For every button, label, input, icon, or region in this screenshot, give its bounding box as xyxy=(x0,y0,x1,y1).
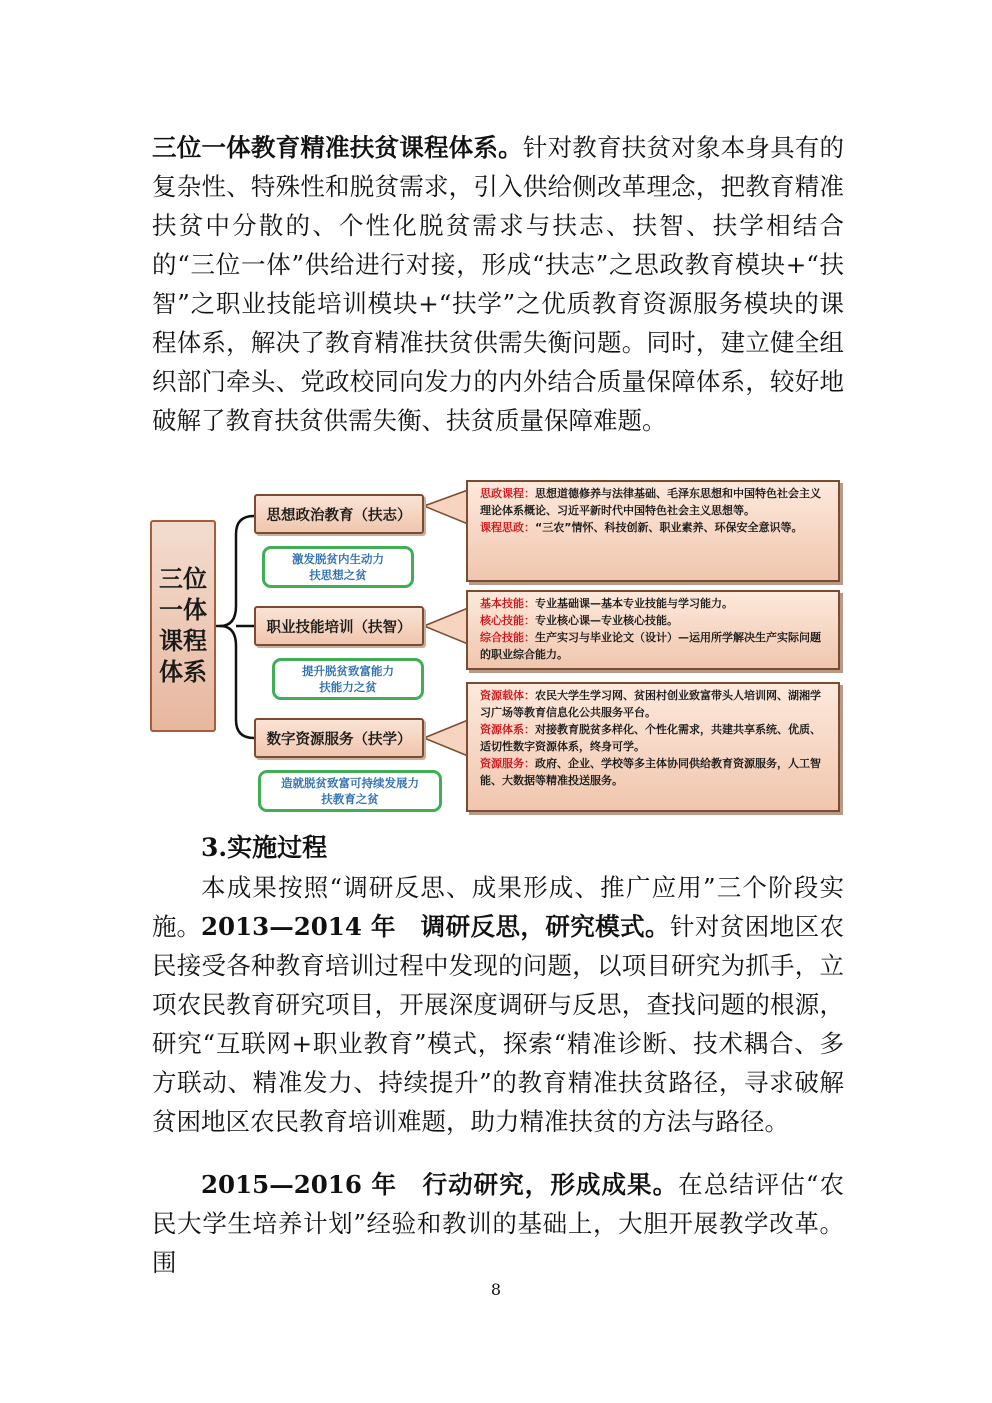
detail-line xyxy=(480,612,830,629)
goal-line: 造就脱贫致富可持续发展力 xyxy=(281,776,419,790)
paragraph-body: 针对教育扶贫对象本身具有的复杂性、特殊性和脱贫需求，引入供给侧改革理念，把教育精准扶贫中分散的、个性化脱贫需求与扶志、扶智、扶学相结合的“三位一体”供给进行对接，形成“扶志”之思政教育模块+“扶智”之职业技能培训模块+“扶学”之优质教育资源服务模块的课程体系，解决了教育精准扶贫供需失衡问题。同时，建立健全组织部门牵头、党政校同向发力的内外结合质量保障体系，较好地破解了教育扶贫供需失衡、扶贫质量保障难题。 xyxy=(152,133,845,435)
stage-lead: 2013—2014 年 调研反思，研究模式。 xyxy=(201,912,670,941)
detail-label: 综合技能： xyxy=(480,631,535,644)
detail-label: 资源载体： xyxy=(480,689,535,702)
detail-text: 农民大学生学习网、贫困村创业致富带头人培训网、湖湘学习广场等教育信息化公共服务平台。 xyxy=(480,689,821,719)
detail-label: 资源服务： xyxy=(480,757,535,770)
root-box: 三位一体课程体系 xyxy=(150,520,216,732)
detail-text: 专业基础课—基本专业技能与学习能力。 xyxy=(535,597,733,610)
paragraph-course-system xyxy=(152,128,844,440)
detail-line xyxy=(480,519,830,536)
module-box-politics: 思想政治教育（扶志） xyxy=(254,494,424,534)
goal-box-resources xyxy=(258,770,442,812)
page-number: 8 xyxy=(490,1280,502,1299)
detail-text: 生产实习与毕业论文（设计）—运用所学解决生产实际问题的职业综合能力。 xyxy=(480,631,821,661)
detail-line xyxy=(480,629,830,663)
detail-line xyxy=(480,687,830,721)
detail-text: 专业核心课—专业核心技能。 xyxy=(535,614,678,627)
stage-body: 针对贫困地区农民接受各种教育培训过程中发现的问题，以项目研究为抓手，立项农民教育研究项目，开展深度调研与反思，查找问题的根源，研究“互联网+职业教育”模式，探索“精准诊断、技术耦合、多方联动、精准发力、持续提升”的教育精准扶贫路径，寻求破解贫困地区农民教育培训难题，助力精准扶贫的方法与路径。 xyxy=(152,912,845,1136)
detail-text: 思想道德修养与法律基础、毛泽东思想和中国特色社会主义理论体系概论、习近平新时代中国特色社会主义思想等。 xyxy=(480,487,821,517)
section-heading: 3.实施过程 xyxy=(201,833,328,862)
detail-box-politics xyxy=(466,480,840,582)
goal-line: 扶教育之贫 xyxy=(321,792,379,806)
goal-line: 扶能力之贫 xyxy=(319,680,377,694)
paragraph-lead: 三位一体教育精准扶贫课程体系。 xyxy=(152,133,523,162)
goal-box-skills xyxy=(272,658,424,700)
goal-line: 提升脱贫致富能力 xyxy=(302,664,394,678)
detail-line xyxy=(480,485,830,519)
course-system-diagram xyxy=(150,476,842,814)
detail-label: 核心技能： xyxy=(480,614,535,627)
module-box-skills: 职业技能培训（扶智） xyxy=(254,606,424,646)
stage-body: 在总结评估“农民大学生培养计划”经验和教训的基础上，大胆开展教学改革。围 xyxy=(152,1170,845,1277)
detail-label: 基本技能： xyxy=(480,597,535,610)
paragraph-stage1 xyxy=(152,907,844,1141)
detail-line xyxy=(480,755,830,789)
goal-box-politics xyxy=(262,546,414,588)
goal-line: 扶思想之贫 xyxy=(309,568,367,582)
stage-lead: 2015—2016 年 行动研究，形成成果。 xyxy=(201,1170,679,1199)
detail-text: 对接教育脱贫多样化、个性化需求，共建共享系统、优质、适切性数字资源体系，终身可学。 xyxy=(480,723,821,753)
detail-text: “三农”情怀、科技创新、职业素养、环保安全意识等。 xyxy=(535,521,803,534)
section-intro: 本成果按照“调研反思、成果形成、推广应用”三个阶段实施。 xyxy=(152,873,844,941)
detail-box-skills xyxy=(466,590,840,670)
detail-text: 政府、企业、学校等多主体协同供给教育资源服务，人工智能、大数据等精准投送服务。 xyxy=(480,757,821,787)
paragraph-stage2 xyxy=(152,1165,844,1282)
detail-line xyxy=(480,595,830,612)
detail-label: 资源体系： xyxy=(480,723,535,736)
detail-box-resources xyxy=(466,682,840,812)
module-box-resources: 数字资源服务（扶学） xyxy=(254,718,424,758)
detail-line xyxy=(480,721,830,755)
detail-label: 思政课程： xyxy=(480,487,535,500)
goal-line: 激发脱贫内生动力 xyxy=(292,552,384,566)
detail-label: 课程思政： xyxy=(480,521,535,534)
